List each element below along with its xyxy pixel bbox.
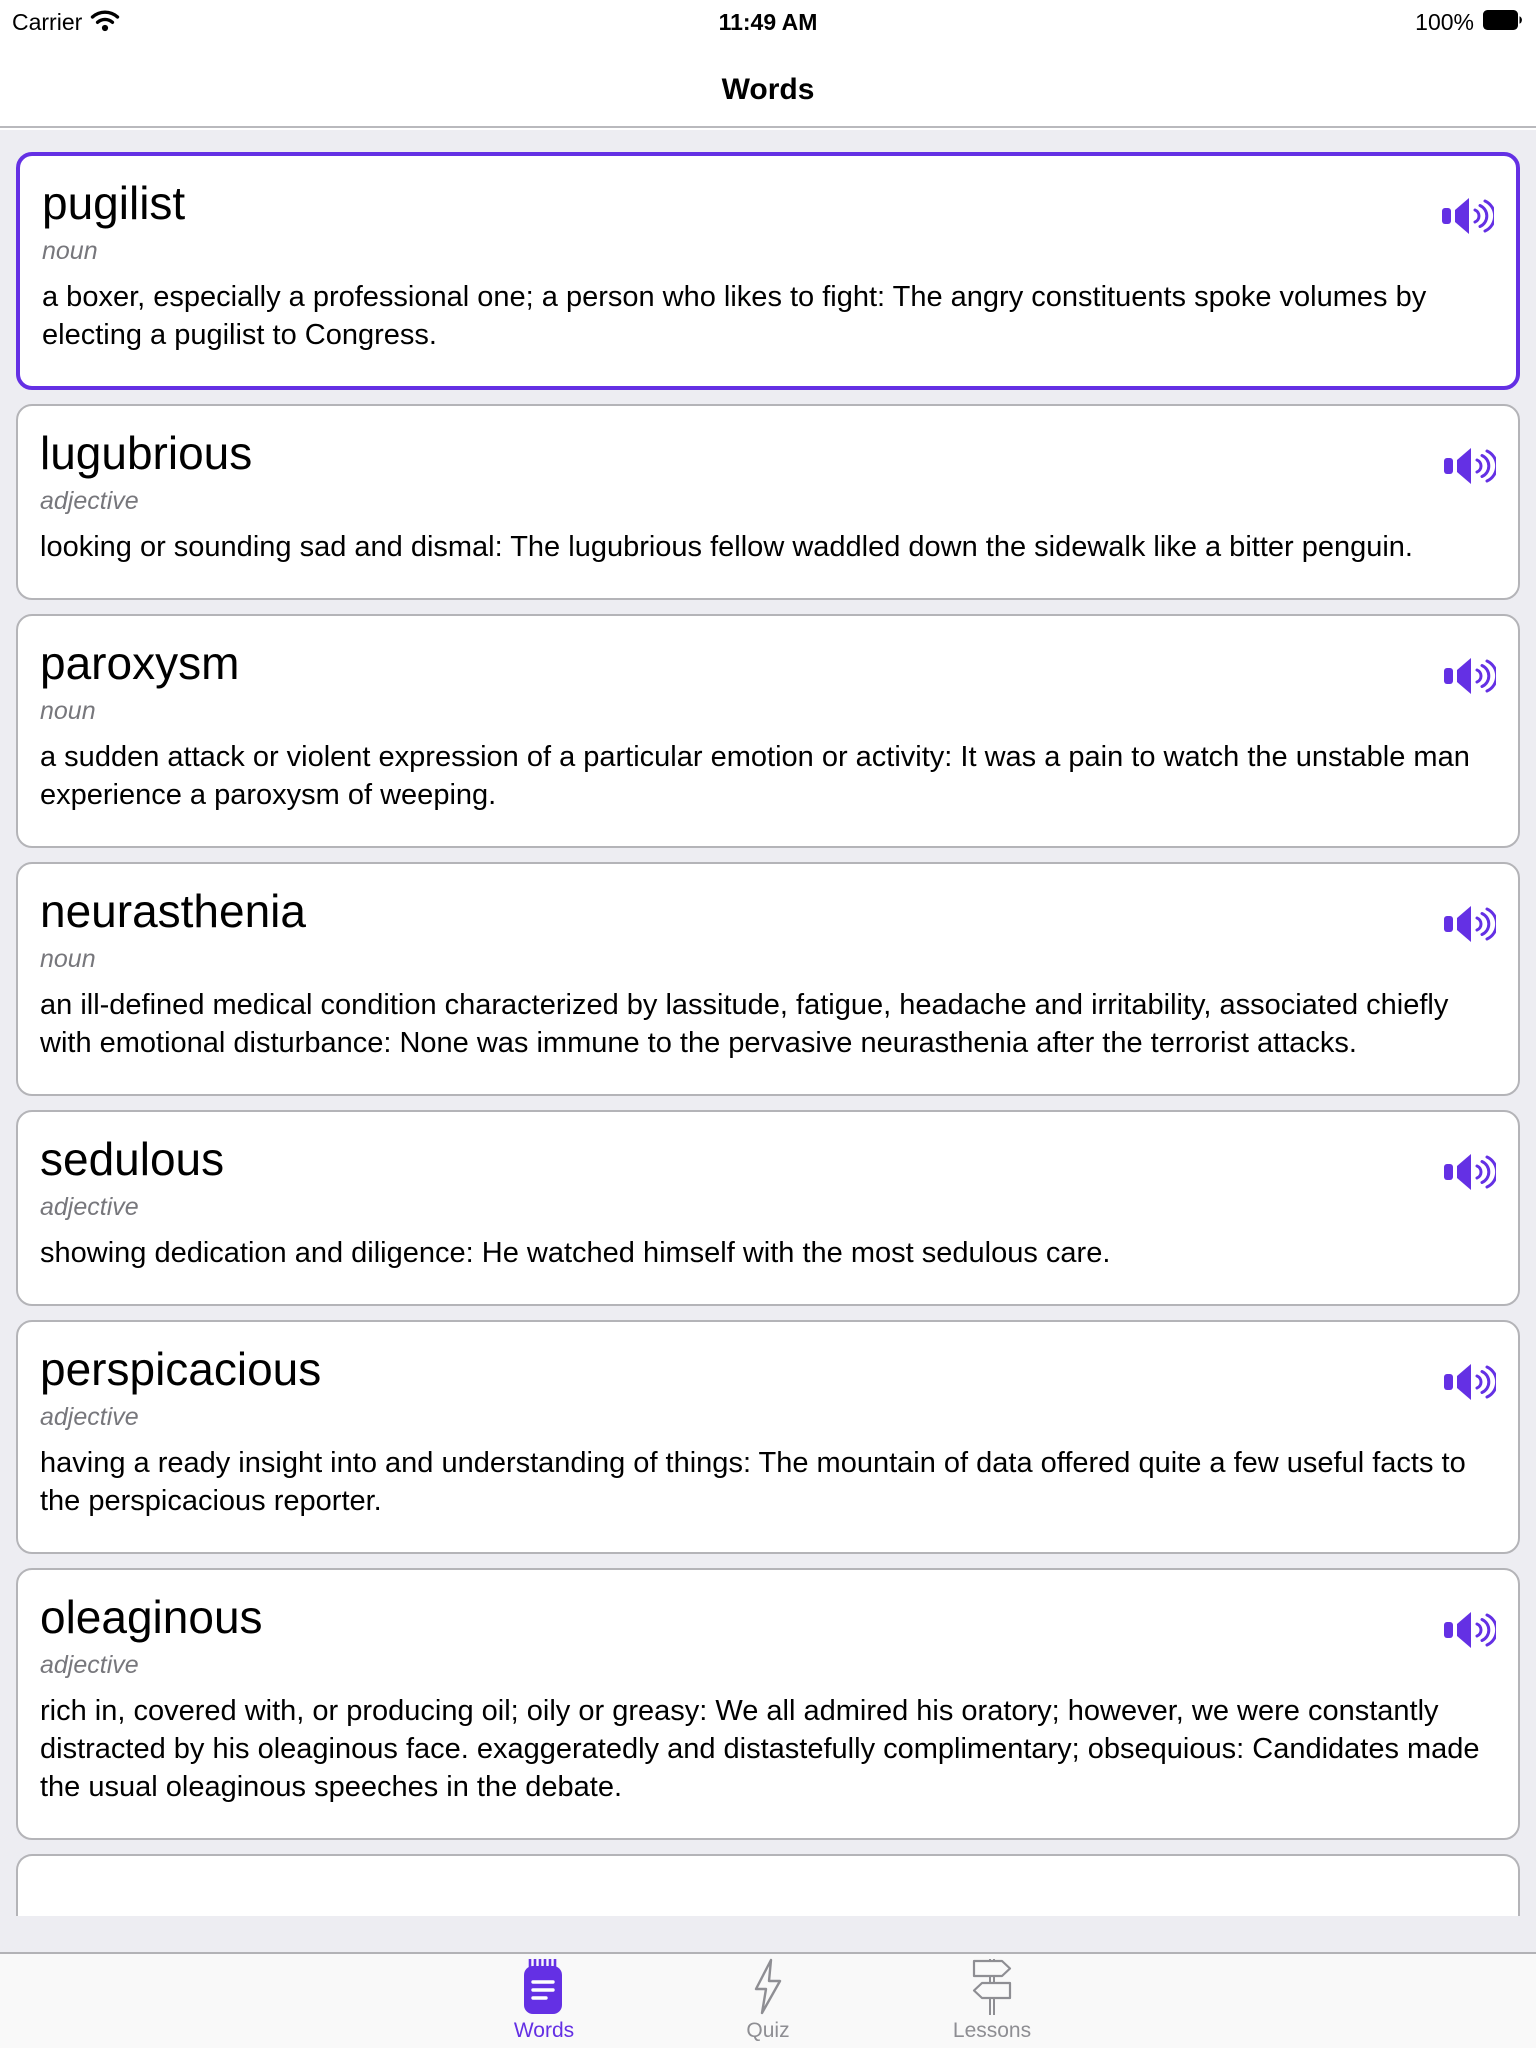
word-definition: an ill-defined medical condition characterized by lassitude, fatigue, headache and irritability, associated chiefly with emotional disturbance: None was immune to the pervasive neurasthenia after the terrorist attacks.: [40, 989, 1449, 1059]
word-card-sedulous[interactable]: [16, 1110, 1520, 1306]
speaker-icon[interactable]: [1444, 1610, 1496, 1650]
word-card-paroxysm[interactable]: [16, 614, 1520, 848]
word-title: paroxysm: [40, 637, 240, 689]
page-title: Words: [721, 73, 815, 106]
word-definition: looking or sounding sad and dismal: The lugubrious fellow waddled down the sidewalk like a bitter penguin.: [40, 531, 1413, 563]
word-card-neurasthenia[interactable]: [16, 862, 1520, 1096]
bolt-icon: [749, 1956, 787, 2018]
word-definition: a boxer, especially a professional one; a person who likes to fight: The angry constituents spoke volumes by electing a pugilist to Congress.: [42, 281, 1427, 351]
memo-icon: [521, 1956, 567, 2018]
word-title: perspicacious: [40, 1343, 322, 1395]
word-card-perspicacious[interactable]: [16, 1320, 1520, 1554]
part-of-speech: adjective: [40, 1403, 139, 1431]
nav-bar: [0, 40, 1536, 128]
speaker-icon[interactable]: [1444, 446, 1496, 486]
speaker-icon[interactable]: [1444, 1362, 1496, 1402]
carrier-label: Carrier: [12, 8, 83, 35]
word-list: [0, 130, 1536, 2048]
tab-label: Lessons: [952, 2019, 1032, 2042]
part-of-speech: adjective: [40, 1651, 139, 1679]
word-title: oleaginous: [40, 1591, 263, 1643]
status-bar: [0, 0, 1536, 40]
word-definition: a sudden attack or violent expression of a particular emotion or activity: It was a pain to watch the unstable man experience a paroxysm of weeping.: [40, 741, 1470, 811]
word-card-partial[interactable]: [16, 1854, 1520, 1916]
part-of-speech: noun: [42, 237, 98, 265]
tab-lessons[interactable]: [880, 1954, 1104, 2048]
speaker-icon[interactable]: [1442, 196, 1494, 236]
word-card-pugilist[interactable]: [16, 152, 1520, 390]
signpost-icon: [963, 1956, 1021, 2018]
word-definition: having a ready insight into and understanding of things: The mountain of data offered quite a few useful facts to the perspicacious reporter.: [40, 1447, 1466, 1517]
tab-quiz[interactable]: [656, 1954, 880, 2048]
speaker-icon[interactable]: [1444, 904, 1496, 944]
speaker-icon[interactable]: [1444, 656, 1496, 696]
tab-words[interactable]: [432, 1954, 656, 2048]
word-title: neurasthenia: [40, 885, 306, 937]
word-title: sedulous: [40, 1133, 225, 1185]
word-card-oleaginous[interactable]: [16, 1568, 1520, 1840]
word-card-lugubrious[interactable]: [16, 404, 1520, 600]
word-title: lugubrious: [40, 427, 253, 479]
part-of-speech: adjective: [40, 487, 139, 515]
word-definition: rich in, covered with, or producing oil; oily or greasy: We all admired his oratory; however, we were constantly distracted by his oleaginous face. exaggeratedly and distastefully complimentary; obsequious: Candidates made the usual oleaginous speeches in the debate.: [40, 1695, 1480, 1803]
part-of-speech: noun: [40, 697, 96, 725]
tab-label: Words: [513, 2019, 575, 2042]
part-of-speech: adjective: [40, 1193, 139, 1221]
part-of-speech: noun: [40, 945, 96, 973]
word-title: pugilist: [42, 177, 186, 229]
speaker-icon[interactable]: [1444, 1152, 1496, 1192]
tab-bar: [0, 1952, 1536, 2048]
battery-percent-label: 100%: [1415, 8, 1474, 35]
tab-label: Quiz: [746, 2019, 790, 2042]
status-time: 11:49 AM: [718, 8, 818, 35]
word-definition: showing dedication and diligence: He watched himself with the most sedulous care.: [40, 1237, 1111, 1269]
